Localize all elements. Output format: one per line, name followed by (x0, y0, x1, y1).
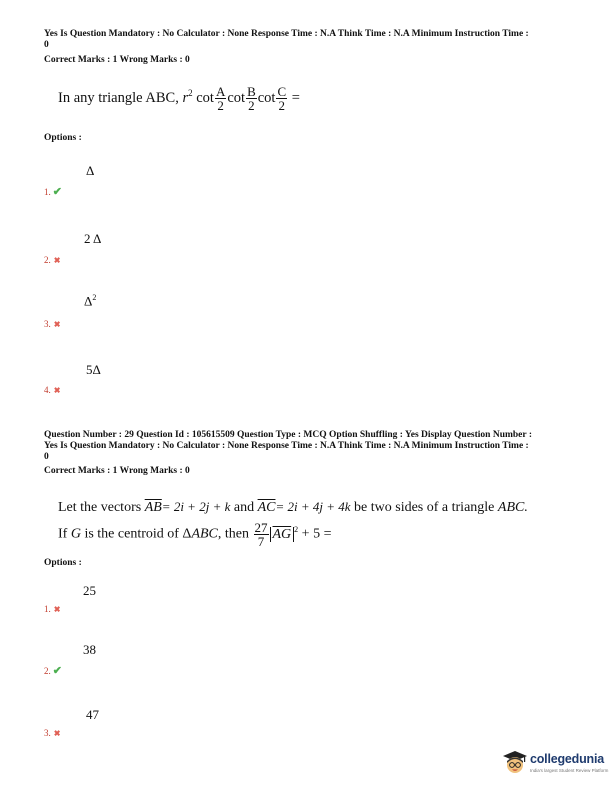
q2-option-2-number: 2. (44, 666, 51, 676)
q2-question-line2 (58, 521, 331, 548)
q2-line1-prefix: Let the vectors (58, 500, 142, 515)
q2-ab-expression: = 2i + 2j + k (161, 499, 231, 514)
q1-option-2-number: 2. (44, 255, 51, 265)
q1-option-4-number: 4. (44, 385, 51, 395)
q1-option-3-value (84, 293, 96, 309)
q2-and: and (233, 500, 255, 515)
q1-frac-c-num: C (277, 84, 287, 99)
q1-options-label: Options : (44, 133, 82, 143)
q1-header (44, 29, 574, 51)
q1-frac-a-den: 2 (217, 98, 224, 113)
q1-header-line2: 0 (44, 40, 49, 50)
checkmark-icon: ✔ (52, 186, 62, 198)
q2-vector-ag: $\overline{AG}$ (272, 526, 292, 542)
q1-frac-b-num: B (247, 84, 256, 99)
q1-frac-c-den: 2 (278, 98, 286, 113)
q2-option-3-number: 3. (44, 728, 51, 738)
q1-option-4-value: 5Δ (86, 362, 101, 377)
q1-option-1-number: 1. (44, 187, 51, 197)
q2-option-2 (44, 664, 62, 677)
q1-text-prefix: In any triangle ABC, (58, 89, 179, 106)
q2-g: G (70, 526, 81, 542)
q2-header-line3: 0 (44, 452, 49, 462)
checkmark-icon: ✔ (52, 665, 62, 677)
q1-frac-c (276, 85, 287, 112)
q2-ag-magnitude (270, 527, 295, 542)
q2-option-1-number: 1. (44, 604, 51, 614)
q2-option-3-value: 47 (86, 707, 99, 722)
q2-marks: Correct Marks : 1 Wrong Marks : 0 (44, 466, 190, 476)
q2-line1-suffix: be two sides of a triangle (354, 500, 495, 515)
q2-line2-prefix: If (58, 526, 68, 542)
q1-option-2-value: 2 Δ (84, 231, 102, 246)
brand-name: collegedunia (530, 752, 605, 766)
brand-tagline: India's largest Student Review Platform (530, 768, 609, 773)
q1-frac-b (246, 85, 257, 112)
q2-vector-ab: $\overline{AB}$ (144, 500, 162, 515)
q1-option-3-base: Δ (84, 293, 93, 309)
q2-line2-then: , then (217, 526, 249, 542)
q2-option-2-value: 38 (83, 642, 96, 657)
q2-header-line2: Yes Is Question Mandatory : No Calculator : None Response Time : N.A Think Time : N.A Minimum Instruction Time : (44, 441, 529, 451)
cross-icon: ✖ (53, 605, 61, 614)
collegedunia-logo (502, 748, 609, 780)
q2-abc: ABC. (497, 500, 528, 515)
q2-vector-ac: $\overline{AC}$ (257, 500, 276, 515)
q2-ag-exp: 2 (294, 525, 299, 535)
q1-header-line1: Yes Is Question Mandatory : No Calculator : None Response Time : N.A Think Time : N.A Minimum Instruction Time : (44, 29, 529, 39)
q2-options-label: Options : (44, 558, 82, 568)
q1-option-1 (44, 185, 62, 198)
q1-option-4 (44, 385, 60, 395)
q2-question-line1 (58, 498, 528, 517)
q2-abc-2: ABC (191, 526, 218, 542)
q1-r-symbol: r (182, 89, 189, 106)
q2-ac-expression: = 2i + 4j + 4k (275, 499, 351, 514)
q2-option-1-value: 25 (83, 583, 96, 598)
q1-equals: = (291, 89, 300, 106)
q1-marks: Correct Marks : 1 Wrong Marks : 0 (44, 55, 190, 65)
q2-tail: + 5 = (301, 526, 332, 542)
cross-icon: ✖ (53, 320, 61, 329)
q2-frac-num: 27 (254, 520, 268, 535)
q2-fraction (254, 521, 269, 548)
q2-header (44, 430, 574, 463)
q1-cot-1: cot (196, 89, 214, 106)
q1-r-exponent: 2 (188, 88, 193, 98)
q1-option-3-exp: 2 (92, 293, 97, 302)
q1-question-text (58, 84, 300, 112)
q2-option-3 (44, 728, 60, 738)
cross-icon: ✖ (53, 729, 61, 738)
q1-frac-a-num: A (215, 84, 226, 99)
q1-option-3 (44, 319, 60, 329)
q2-option-1 (44, 604, 60, 614)
q1-frac-a (215, 85, 226, 112)
q1-frac-b-den: 2 (248, 98, 255, 113)
q1-option-3-number: 3. (44, 319, 51, 329)
cross-icon: ✖ (53, 386, 61, 395)
cross-icon: ✖ (53, 256, 61, 265)
q1-cot-2: cot (227, 89, 246, 106)
q2-header-line1: Question Number : 29 Question Id : 105615509 Question Type : MCQ Option Shuffling : Yes Display Question Number : (44, 430, 532, 440)
q1-option-2 (44, 255, 60, 265)
graduate-mascot-icon (502, 750, 528, 776)
q1-option-1-value: Δ (86, 163, 95, 178)
q1-cot-3: cot (257, 89, 276, 106)
q2-line2-mid: is the centroid of Δ (84, 526, 192, 542)
q2-frac-den: 7 (257, 534, 265, 549)
